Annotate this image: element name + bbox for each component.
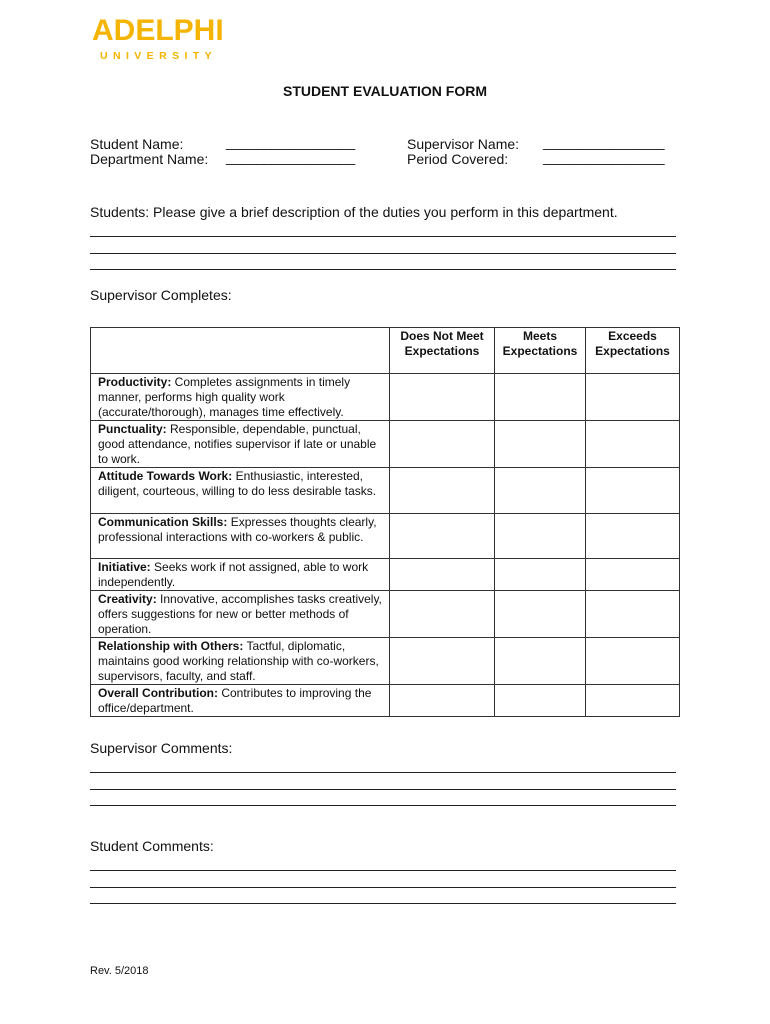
revision-note: Rev. 5/2018 (90, 965, 149, 977)
criterion-label: Creativity: (98, 592, 157, 606)
duties-prompt: Students: Please give a brief description of the duties you perform in this department. (90, 204, 618, 220)
criterion-label: Relationship with Others: (98, 639, 244, 653)
supervisor-comments-label: Supervisor Comments: (90, 740, 233, 756)
rating-cell[interactable] (495, 638, 586, 685)
student-comments-line[interactable] (90, 856, 676, 871)
rating-cell[interactable] (390, 468, 495, 514)
criterion-relationship (91, 638, 390, 685)
criterion-label: Attitude Towards Work: (98, 469, 233, 483)
student-comments-line[interactable] (90, 873, 676, 888)
criterion-text: Innovative, accomplishes tasks creatively, offers suggestions for new or better methods of operation. (98, 592, 382, 636)
criterion-text: Contributes to improving the office/department. (98, 686, 372, 715)
criterion-label: Productivity: (98, 375, 172, 389)
rating-cell[interactable] (495, 685, 586, 717)
criterion-label: Initiative: (98, 560, 151, 574)
rating-cell[interactable] (586, 468, 680, 514)
period-covered-label: Period Covered: (407, 151, 509, 167)
rating-cell[interactable] (495, 591, 586, 638)
rating-cell[interactable] (586, 421, 680, 468)
department-name-blank[interactable]: _________________ (226, 149, 355, 165)
table-row (91, 559, 680, 591)
student-comments-line[interactable] (90, 889, 676, 904)
criterion-label: Punctuality: (98, 422, 167, 436)
criterion-initiative (91, 559, 390, 591)
student-name-blank[interactable]: _________________ (226, 134, 355, 150)
evaluation-table (90, 327, 680, 717)
rating-cell[interactable] (495, 559, 586, 591)
header-exceeds: Exceeds Expectations (586, 328, 680, 374)
criterion-text: Tactful, diplomatic, maintains good working relationship with co-workers, supervisors, faculty, and staff. (98, 639, 379, 683)
table-row (91, 591, 680, 638)
criterion-text: Completes assignments in timely manner, performs high quality work (accurate/thorough), manages time effectively. (98, 375, 351, 419)
period-covered-blank[interactable]: ________________ (543, 149, 665, 165)
logo-wordmark: ADELPHI (92, 14, 224, 47)
supervisor-completes-label: Supervisor Completes: (90, 287, 232, 303)
rating-cell[interactable] (390, 374, 495, 421)
rating-cell[interactable] (586, 591, 680, 638)
duties-line[interactable] (90, 255, 676, 270)
rating-cell[interactable] (390, 514, 495, 559)
supervisor-name-blank[interactable]: ________________ (543, 134, 665, 150)
criterion-label: Overall Contribution: (98, 686, 218, 700)
header-meets: Meets Expectations (495, 328, 586, 374)
table-row (91, 514, 680, 559)
rating-cell[interactable] (495, 421, 586, 468)
criterion-text: Responsible, dependable, punctual, good attendance, notifies supervisor if late or unable to work. (98, 422, 377, 466)
table-corner-cell (91, 328, 390, 374)
criterion-attitude (91, 468, 390, 514)
supervisor-comments-line[interactable] (90, 775, 676, 790)
table-row (91, 685, 680, 717)
rating-cell[interactable] (390, 638, 495, 685)
header-does-not-meet: Does Not Meet Expectations (390, 328, 495, 374)
rating-cell[interactable] (390, 591, 495, 638)
criterion-text: Enthusiastic, interested, diligent, courteous, willing to do less desirable tasks. (98, 469, 377, 498)
department-name-label: Department Name: (90, 151, 209, 167)
rating-cell[interactable] (495, 468, 586, 514)
table-row (91, 638, 680, 685)
criterion-label: Communication Skills: (98, 515, 228, 529)
criterion-creativity (91, 591, 390, 638)
criterion-punctuality (91, 421, 390, 468)
rating-cell[interactable] (390, 421, 495, 468)
table-row (91, 468, 680, 514)
rating-cell[interactable] (390, 559, 495, 591)
supervisor-comments-line[interactable] (90, 758, 676, 773)
rating-cell[interactable] (586, 514, 680, 559)
table-header-row (91, 328, 680, 374)
student-name-label: Student Name: (90, 136, 184, 152)
table-row (91, 374, 680, 421)
rating-cell[interactable] (586, 638, 680, 685)
rating-cell[interactable] (586, 559, 680, 591)
table-row (91, 421, 680, 468)
supervisor-comments-line[interactable] (90, 791, 676, 806)
criterion-text: Expresses thoughts clearly, professional interactions with co-workers & public. (98, 515, 377, 544)
duties-line[interactable] (90, 239, 676, 254)
criterion-productivity (91, 374, 390, 421)
rating-cell[interactable] (586, 685, 680, 717)
criterion-overall (91, 685, 390, 717)
rating-cell[interactable] (495, 514, 586, 559)
rating-cell[interactable] (390, 685, 495, 717)
criterion-text: Seeks work if not assigned, able to work independently. (98, 560, 369, 589)
logo-subtitle: UNIVERSITY (100, 50, 218, 62)
rating-cell[interactable] (586, 374, 680, 421)
criterion-communication (91, 514, 390, 559)
rating-cell[interactable] (495, 374, 586, 421)
student-comments-label: Student Comments: (90, 838, 214, 854)
duties-line[interactable] (90, 222, 676, 237)
page-title: STUDENT EVALUATION FORM (282, 83, 488, 99)
supervisor-name-label: Supervisor Name: (407, 136, 520, 152)
